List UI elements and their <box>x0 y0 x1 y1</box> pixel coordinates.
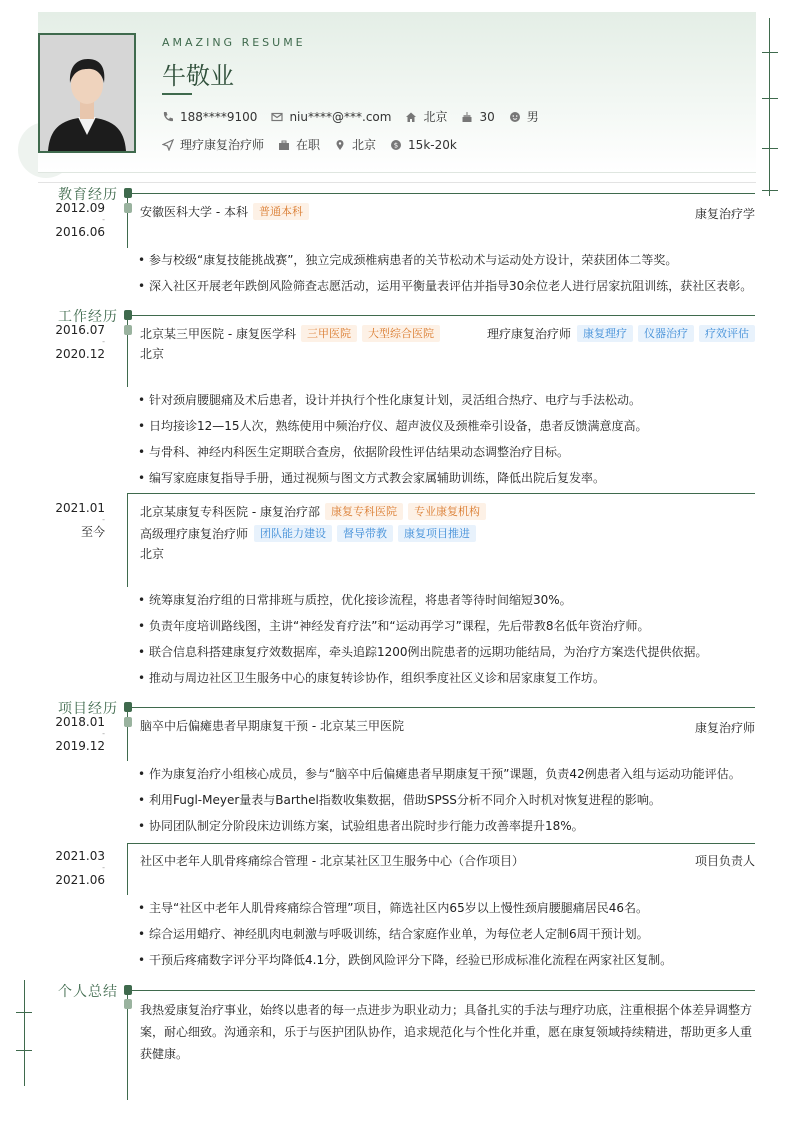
skill-tag: 督导带教 <box>337 525 393 542</box>
section-marker <box>124 310 132 320</box>
list-item: • 统筹康复治疗组的日常排班与质控，优化接诊流程，将患者等待时间缩短30%。 <box>138 587 758 613</box>
cake-icon <box>461 111 473 123</box>
date-sep: - <box>102 515 105 524</box>
list-item: • 协同团队制定分阶段床边训练方案，试验组患者出院时步行能力改善率提升18%。 <box>138 813 758 839</box>
list-item: • 利用Fugl-Meyer量表与Barthel指数收集数据，借助SPSS分析不同介入时机对恢复进程的影响。 <box>138 787 758 813</box>
section-line <box>128 315 755 316</box>
svg-text:$: $ <box>393 141 399 149</box>
work-city: 北京 <box>140 547 165 561</box>
project-name: 脑卒中后偏瘫患者早期康复干预 - 北京某三甲医院 <box>140 719 404 733</box>
decor-tick <box>16 1012 32 1013</box>
project-name: 社区中老年人肌骨疼痛综合管理 - 北京某社区卫生服务中心（合作项目） <box>140 854 524 868</box>
entry-marker <box>124 999 132 1009</box>
list-item: • 参与校级“康复技能挑战赛”，独立完成颈椎病患者的关节松动术与运动处方设计，荣获团体二等奖。 <box>138 247 758 273</box>
phone-icon <box>162 111 174 123</box>
skill-tag: 疗效评估 <box>699 325 755 342</box>
date-start: 2021.03 <box>55 849 105 863</box>
email-text: niu****@***.com <box>289 109 392 124</box>
section-title-summary: 个人总结 <box>58 984 118 1000</box>
work-city: 北京 <box>140 347 165 361</box>
resume-tagline: AMAZING RESUME <box>162 36 306 49</box>
expected-city-info <box>334 136 376 153</box>
job-target-text: 理疗康复治疗师 <box>180 138 265 152</box>
section-marker <box>124 702 132 712</box>
list-item: • 综合运用蜡疗、神经肌肉电刺激与呼吸训练，结合家庭作业单，为每位老人定制6周干预计划。 <box>138 921 758 947</box>
work-header <box>140 325 440 342</box>
timeline-line <box>127 493 128 587</box>
date-end: 2020.12 <box>55 347 105 361</box>
section-marker <box>124 188 132 198</box>
date-start: 2021.01 <box>55 501 105 515</box>
gender-info <box>509 108 539 125</box>
section-line <box>128 990 755 991</box>
briefcase-icon <box>278 139 290 151</box>
avatar-photo <box>38 33 136 153</box>
home-icon <box>405 111 417 123</box>
decor-rail-left <box>24 980 25 1086</box>
work-bullets <box>138 587 758 691</box>
project-bullets <box>138 895 758 973</box>
expected-city-text: 北京 <box>352 138 377 152</box>
degree-tag: 普通本科 <box>253 203 309 220</box>
list-item: • 主导“社区中老年人肌骨疼痛综合管理”项目，筛选社区内65岁以上慢性颈肩腰腿痛居民46名。 <box>138 895 758 921</box>
header-divider <box>38 182 756 183</box>
entry-marker <box>124 325 132 335</box>
date-range <box>45 850 105 886</box>
position-title: 理疗康复治疗师 <box>486 327 571 341</box>
skill-tag: 康复理疗 <box>577 325 633 342</box>
date-sep: - <box>102 215 105 224</box>
list-item: • 与骨科、神经内科医生定期联合查房，依据阶段性评估结果动态调整治疗目标。 <box>138 439 758 465</box>
section-line <box>128 193 755 194</box>
section-line <box>128 707 755 708</box>
work-bullets <box>138 387 758 491</box>
salary-text: 15k-20k <box>408 137 457 152</box>
major: 康复治疗学 <box>694 207 755 221</box>
email-info <box>271 110 391 124</box>
decor-rail-right <box>769 18 770 196</box>
date-range <box>45 716 105 752</box>
gender-icon <box>509 111 521 123</box>
section-marker <box>124 985 132 995</box>
date-start: 2018.01 <box>55 715 105 729</box>
company-tag: 康复专科医院 <box>325 503 403 520</box>
section-title-work: 工作经历 <box>58 309 118 325</box>
entry-line <box>128 493 755 494</box>
candidate-name: 牛敬业 <box>162 62 234 90</box>
skill-tag: 团队能力建设 <box>254 525 332 542</box>
date-end: 至今 <box>80 525 105 539</box>
education-header <box>140 203 309 220</box>
gender-text: 男 <box>526 110 539 124</box>
name-underline <box>162 93 192 95</box>
timeline-line <box>127 193 128 248</box>
timeline-line <box>127 707 128 761</box>
salary-info <box>390 138 457 152</box>
list-item: • 负责年度培训路线图，主讲“神经发育疗法”和“运动再学习”课程，先后带教8名低年资治疗师。 <box>138 613 758 639</box>
entry-line <box>128 843 755 844</box>
section-title-education: 教育经历 <box>58 187 118 203</box>
list-item: • 编写家庭康复指导手册，通过视频与图文方式教会家属辅助训练，降低出院后复发率。 <box>138 465 758 491</box>
education-bullets <box>138 247 758 299</box>
person-portrait-icon <box>40 35 134 151</box>
project-bullets <box>138 761 758 839</box>
location-info <box>405 108 447 125</box>
position-title: 高级理疗康复治疗师 <box>140 527 249 541</box>
decor-tick <box>762 148 778 149</box>
project-role: 康复治疗师 <box>694 721 755 735</box>
date-start: 2012.09 <box>55 201 105 215</box>
skill-tag: 仪器治疗 <box>638 325 694 342</box>
date-sep: - <box>102 337 105 346</box>
date-end: 2021.06 <box>55 873 105 887</box>
entry-marker <box>124 203 132 213</box>
company-name: 北京某康复专科医院 - 康复治疗部 <box>140 505 320 519</box>
list-item: • 针对颈肩腰腿痛及术后患者，设计并执行个性化康复计划，灵活组合热疗、电疗与手法松动。 <box>138 387 758 413</box>
status-text: 在职 <box>296 138 321 152</box>
date-end: 2016.06 <box>55 225 105 239</box>
section-title-project: 项目经历 <box>58 701 118 717</box>
list-item: • 干预后疼痛数字评分平均降低4.1分，跌倒风险评分下降，经验已形成标准化流程在两家社区复制。 <box>138 947 758 973</box>
decor-tick <box>16 1050 32 1051</box>
status-info <box>278 136 320 153</box>
company-tag: 三甲医院 <box>301 325 357 342</box>
company-name: 北京某三甲医院 - 康复医学科 <box>140 327 296 341</box>
decor-tick <box>762 98 778 99</box>
decor-tick <box>762 52 778 53</box>
date-sep: - <box>102 729 105 738</box>
skill-tag: 康复项目推进 <box>398 525 476 542</box>
company-tag: 专业康复机构 <box>408 503 486 520</box>
date-range <box>45 502 105 538</box>
decor-tick <box>762 190 778 191</box>
entry-marker <box>124 717 132 727</box>
pin-icon <box>334 139 346 151</box>
job-target-info <box>162 136 264 153</box>
age-text: 30 <box>479 109 495 124</box>
list-item: • 联合信息科搭建康复疗效数据库，牵头追踪1200例出院患者的远期功能结局，为治疗方案迭代提供依据。 <box>138 639 758 665</box>
summary-text: 我热爱康复治疗事业，始终以患者的每一点进步为职业动力；具备扎实的手法与理疗功底，注重根据个体差异调整方案，耐心细致。沟通亲和，乐于与医护团队协作，追求规范化与个性化并重，愿在康复领域持续精进，帮助更多人重获健康。 <box>140 1003 753 1061</box>
location-text: 北京 <box>423 110 448 124</box>
phone-info <box>162 110 257 124</box>
contact-row <box>162 108 553 125</box>
timeline-line <box>127 843 128 895</box>
date-end: 2019.12 <box>55 739 105 753</box>
date-sep: - <box>102 863 105 872</box>
job-intent-row <box>162 136 471 153</box>
money-icon <box>390 139 402 151</box>
date-start: 2016.07 <box>55 323 105 337</box>
date-range <box>45 324 105 360</box>
phone-text: 188****9100 <box>180 109 258 124</box>
project-role: 项目负责人 <box>694 854 755 868</box>
school-name: 安徽医科大学 - 本科 <box>140 205 248 219</box>
list-item: • 日均接诊12—15人次，熟练使用中频治疗仪、超声波仪及颈椎牵引设备，患者反馈满意度高。 <box>138 413 758 439</box>
age-info <box>461 110 494 124</box>
send-icon <box>162 139 174 151</box>
mail-icon <box>271 111 283 123</box>
date-range <box>45 202 105 238</box>
list-item: • 推动与周边社区卫生服务中心的康复转诊协作，组织季度社区义诊和居家康复工作坊。 <box>138 665 758 691</box>
work-header <box>140 503 486 520</box>
list-item: • 作为康复治疗小组核心成员，参与“脑卒中后偏瘫患者早期康复干预”课题，负责42例患者入组与运动功能评估。 <box>138 761 758 787</box>
list-item: • 深入社区开展老年跌倒风险筛查志愿活动，运用平衡量表评估并指导30余位老人进行居家抗阻训练，获社区表彰。 <box>138 273 758 299</box>
position-row <box>140 525 476 542</box>
position-row <box>487 325 755 342</box>
company-tag: 大型综合医院 <box>362 325 440 342</box>
